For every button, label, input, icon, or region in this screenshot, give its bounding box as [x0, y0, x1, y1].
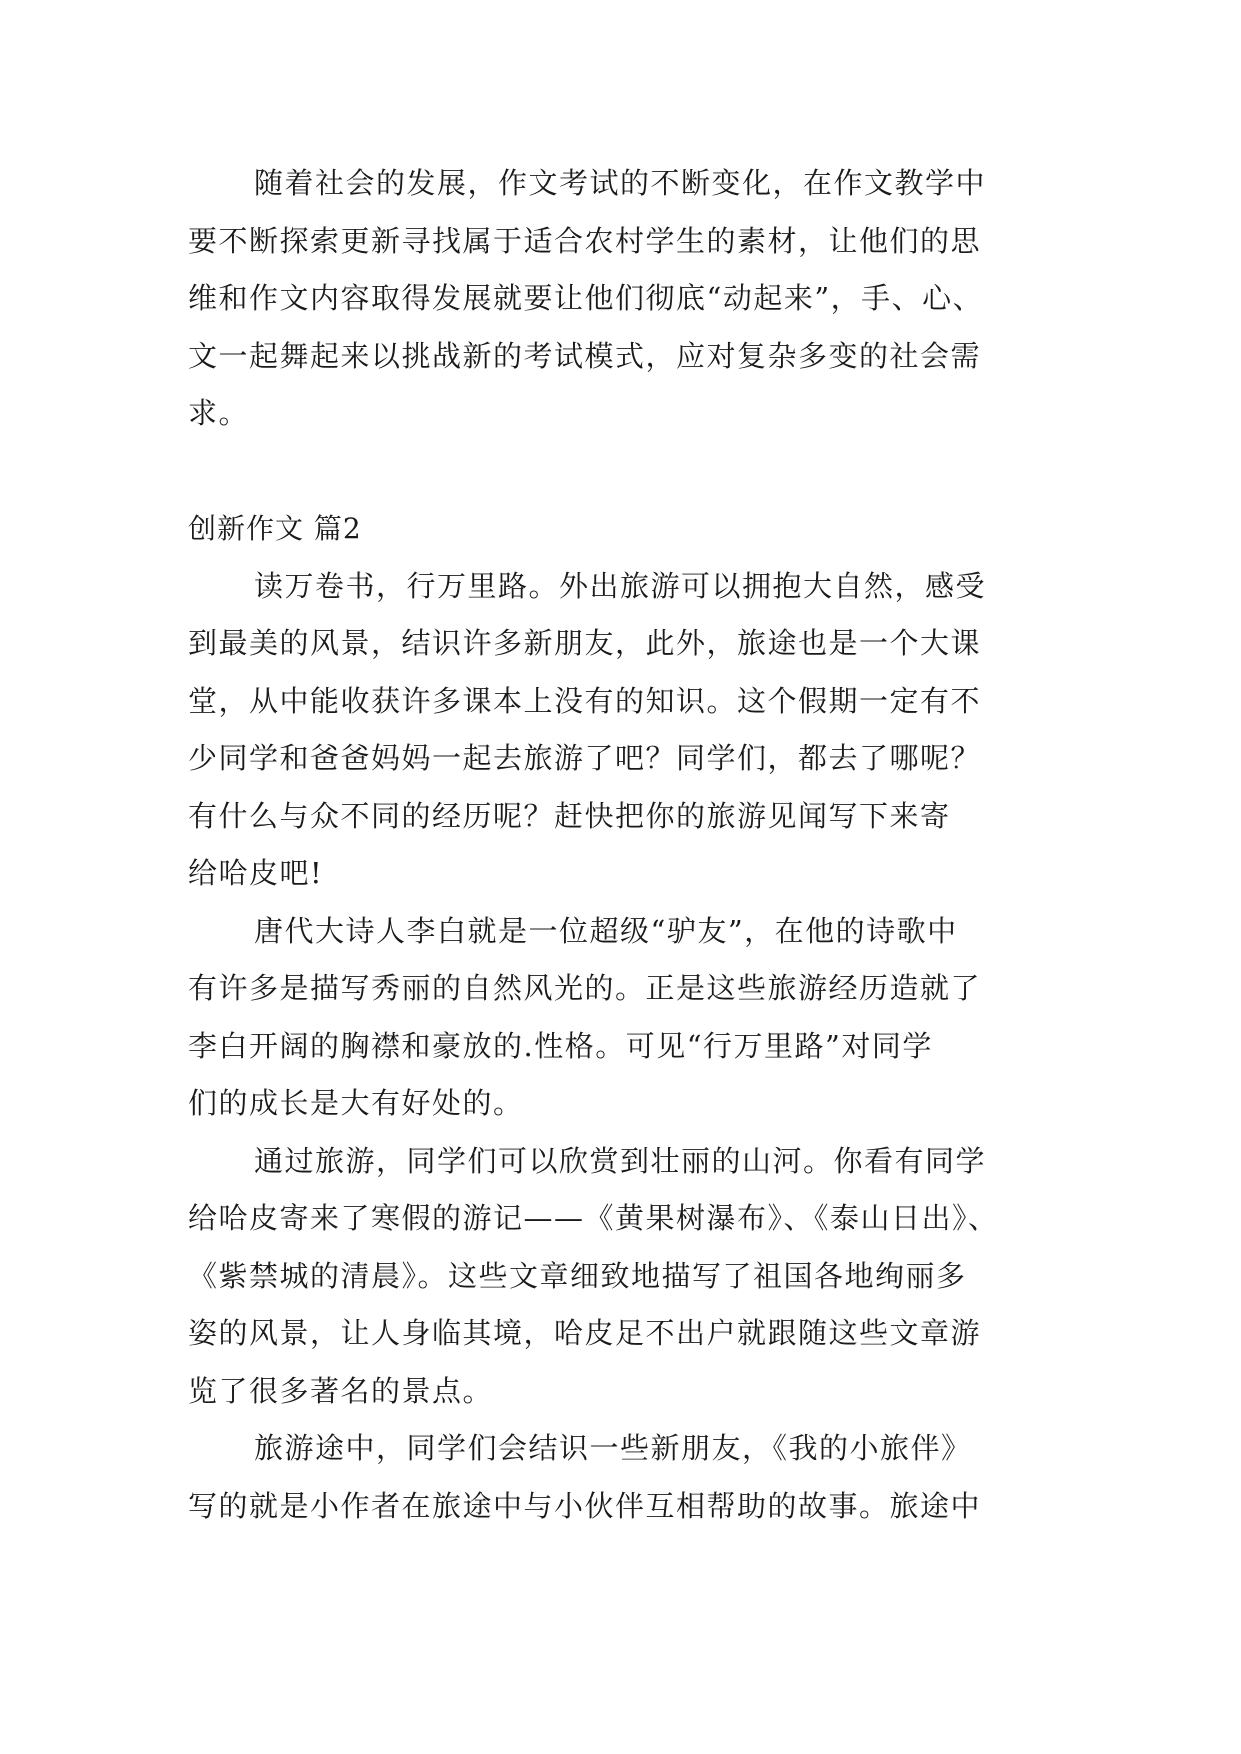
- text-line: 唐代大诗人李白就是一位超级“驴友”，在他的诗歌中: [254, 913, 958, 948]
- text-line: 旅游途中，同学们会结识一些新朋友，《我的小旅伴》: [254, 1431, 972, 1465]
- document-body: [188, 155, 1068, 1535]
- text-line: 堂，从中能收获许多课本上没有的知识。这个假期一定有不: [188, 683, 982, 718]
- text-line: 给哈皮寄来了寒假的游记——《黄果树瀑布》、《泰山日出》、: [188, 1201, 999, 1235]
- text-line: 《紫禁城的清晨》。这些文章细致地描写了祖国各地绚丽多: [188, 1258, 967, 1293]
- text-line: 有许多是描写秀丽的自然风光的。正是这些旅游经历造就了: [188, 971, 982, 1005]
- text-line: 到最美的风景，结识许多新朋友，此外，旅途也是一个大课: [188, 626, 982, 660]
- text-line: 求。: [188, 396, 250, 430]
- text-line: 李白开阔的胸襟和豪放的.性格。可见“行万里路”对同学: [188, 1028, 933, 1063]
- text-line: 随着社会的发展，作文考试的不断变化，在作文教学中: [254, 166, 987, 200]
- text-line: 览了很多著名的景点。: [188, 1373, 494, 1408]
- paragraph-intro: [188, 155, 1068, 443]
- text-line: 通过旅游，同学们可以欣赏到壮丽的山河。你看有同学: [254, 1143, 987, 1178]
- text-line: 姿的风景，让人身临其境，哈皮足不出户就跟随这些文章游: [188, 1316, 982, 1350]
- paragraph-2: [188, 903, 1068, 1133]
- section-heading: 创新作文 篇2: [188, 512, 362, 545]
- text-line: 给哈皮吧!: [188, 856, 324, 890]
- text-line: 读万卷书，行万里路。外出旅游可以拥抱大自然，感受: [254, 568, 987, 603]
- paragraph-4: [188, 1420, 1068, 1535]
- text-line: 们的成长是大有好处的。: [188, 1086, 524, 1120]
- text-line: 有什么与众不同的经历呢？赶快把你的旅游见闻写下来寄: [188, 798, 951, 833]
- section-gap: [188, 443, 1068, 501]
- paragraph-3: [188, 1133, 1068, 1421]
- text-line: 要不断探索更新寻找属于适合农村学生的素材，让他们的思: [188, 223, 982, 258]
- paragraph-1: [188, 558, 1068, 903]
- text-line: 文一起舞起来以挑战新的考试模式，应对复杂多变的社会需: [188, 338, 982, 373]
- text-line: 维和作文内容取得发展就要让他们彻底“动起来”，手、心、: [188, 281, 984, 315]
- text-line: 写的就是小作者在旅途中与小伙伴互相帮助的故事。旅途中: [188, 1488, 982, 1523]
- text-line: 少同学和爸爸妈妈一起去旅游了吧？同学们，都去了哪呢？: [188, 741, 982, 775]
